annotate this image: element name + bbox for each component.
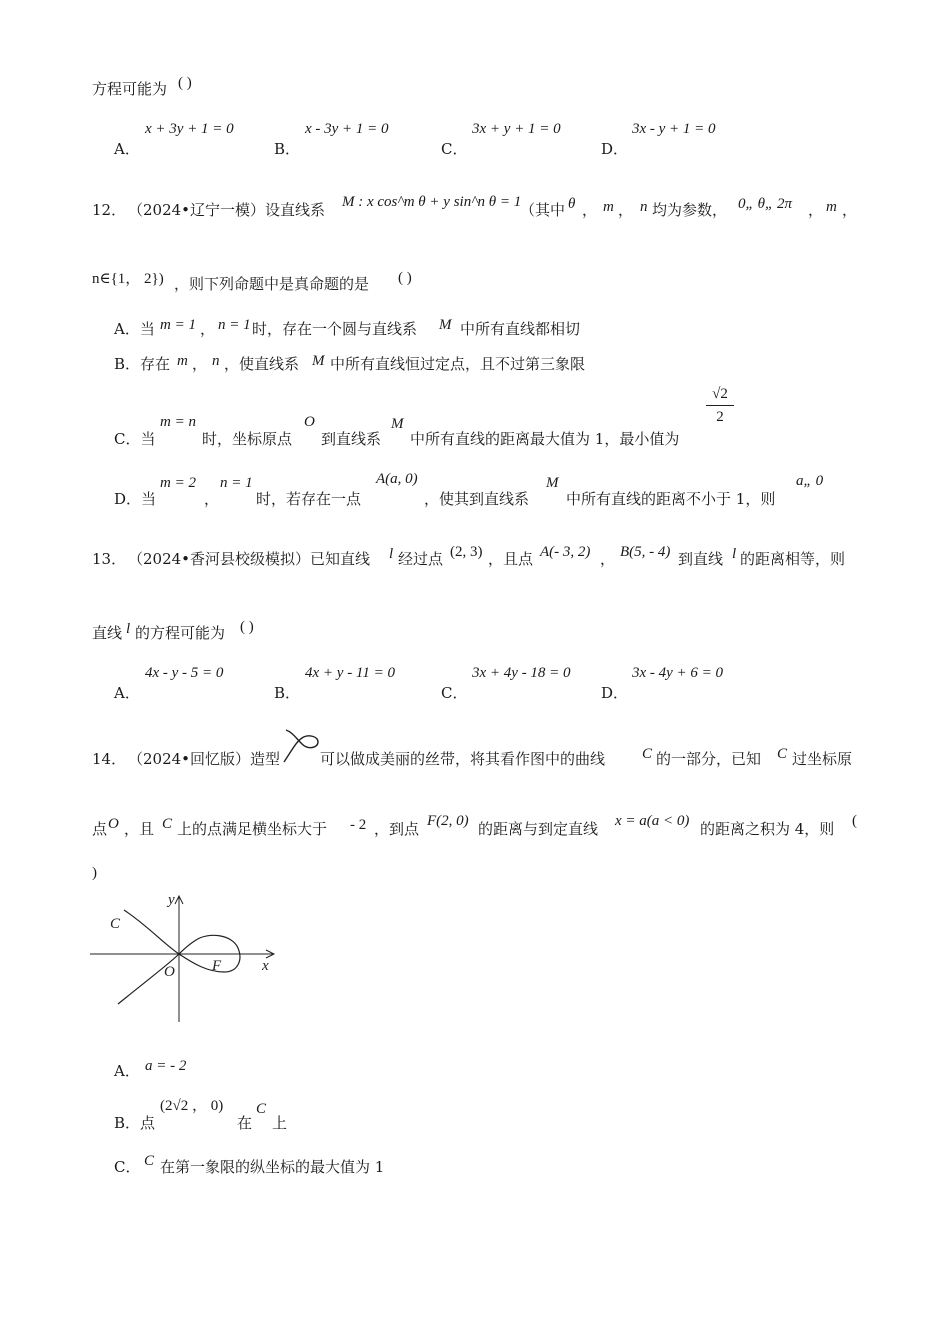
q13-text4: 的距离相等，则 xyxy=(740,550,846,568)
q14-option-b-label: B．点 xyxy=(114,1114,156,1132)
q13-option-b-math: 4x + y - 11 = 0 xyxy=(305,665,395,681)
q13-option-b-label: B． xyxy=(274,684,301,702)
q12-option-b-comma: ， xyxy=(192,355,208,373)
q12-m2: m xyxy=(826,199,837,215)
q11-option-c-math: 3x + y + 1 = 0 xyxy=(472,121,561,137)
q14-option-c-C: C xyxy=(144,1153,155,1169)
q14-neg2: - 2 xyxy=(350,817,367,833)
q12-comma3: ， xyxy=(808,201,824,219)
q14-option-c-label: C． xyxy=(114,1158,141,1176)
q12-option-c-text3: 中所有直线的距离最大值为 1，最小值为 xyxy=(410,430,680,448)
q12-option-b-label: B．存在 xyxy=(114,355,171,373)
q12-option-d-n: n = 1 xyxy=(220,475,253,491)
q12-option-b-n: n xyxy=(212,353,220,369)
q11-option-d-math: 3x - y + 1 = 0 xyxy=(632,121,716,137)
q13-l: l xyxy=(389,546,394,562)
q11-option-c-label: C． xyxy=(441,140,468,158)
q14-line2-text6: 的距离之积为 4，则 xyxy=(700,820,835,838)
figure-x-label: x xyxy=(262,958,269,974)
q11-option-b-label: B． xyxy=(274,140,301,158)
q13-l2: l xyxy=(732,546,737,562)
q13-option-d-math: 3x - 4y + 6 = 0 xyxy=(632,665,724,681)
q13-text1: 经过点 xyxy=(398,550,444,568)
q14-option-b-text2: 上 xyxy=(272,1114,288,1132)
q12-n-set: n∈{1， 2}) xyxy=(92,271,164,287)
q12-option-a-text1: 时，存在一个圆与直线系 xyxy=(252,320,418,338)
q12-option-a-comma: ， xyxy=(200,320,216,338)
q14-option-b-point: (2√2 ， 0) xyxy=(160,1098,224,1114)
q12-range: 0„ θ„ 2π xyxy=(738,196,793,212)
figure-o-label: O xyxy=(164,964,175,980)
q11-option-b-math: x - 3y + 1 = 0 xyxy=(305,121,389,137)
q11-stem-tail: 方程可能为 xyxy=(92,80,168,98)
q12-option-b-m: m xyxy=(177,353,188,369)
q12-option-c-O: O xyxy=(304,414,315,430)
q11-option-a-label: A． xyxy=(114,140,140,158)
q12-option-d-comma: ， xyxy=(204,490,220,508)
figure-f-label: F xyxy=(212,958,222,974)
q12-n: n xyxy=(640,199,648,215)
q13-point1: (2, 3) xyxy=(450,544,483,560)
q13-option-a-label: A． xyxy=(114,684,140,702)
q12-source: （2024•辽宁一模）设直线系 xyxy=(128,201,326,219)
q11-option-a-math: x + 3y + 1 = 0 xyxy=(145,121,234,137)
q13-l3: l xyxy=(126,621,131,637)
q14-option-a-math: a = - 2 xyxy=(145,1058,187,1074)
q12-option-d-M: M xyxy=(546,475,559,491)
q13-text3: 到直线 xyxy=(678,550,724,568)
q14-option-b-C: C xyxy=(256,1101,267,1117)
q14-line2-text2: ，且 xyxy=(124,820,155,838)
q12-option-c-fraction xyxy=(706,385,734,426)
q12-option-d-cond: a„ 0 xyxy=(796,473,824,489)
fraction-numerator: √2 xyxy=(712,386,728,402)
q13-text2: ，且点 xyxy=(488,550,534,568)
q11-answer-paren: ( ) xyxy=(178,75,192,91)
q14-C2: C xyxy=(777,746,788,762)
q14-option-a-label: A． xyxy=(114,1062,140,1080)
q12-option-a-n: n = 1 xyxy=(218,317,251,333)
q12-m: m xyxy=(603,199,614,215)
q13-line2-text1: 直线 xyxy=(92,624,123,642)
q12-option-c-label: C．当 xyxy=(114,430,156,448)
q13-comma: ， xyxy=(600,550,616,568)
q12-option-a-M: M xyxy=(439,317,452,333)
q12-option-a-label: A．当 xyxy=(114,320,155,338)
q12-theta: θ xyxy=(568,196,576,212)
q12-comma1: ， xyxy=(582,201,598,219)
q14-O: O xyxy=(108,816,119,832)
q12-option-d-m: m = 2 xyxy=(160,475,196,491)
q14-point-F: F(2, 0) xyxy=(427,813,469,829)
q12-option-d-text1: 时，若存在一点 xyxy=(256,490,362,508)
q12-number: 12． xyxy=(92,201,127,219)
q12-option-a-text2: 中所有直线都相切 xyxy=(460,320,581,338)
q12-line2-text: ，则下列命题中是真命题的是 xyxy=(174,275,370,293)
q13-option-c-label: C． xyxy=(441,684,468,702)
q12-comma2: ， xyxy=(618,201,634,219)
q14-text2: 的一部分，已知 xyxy=(656,750,762,768)
q12-option-b-text1: ，使直线系 xyxy=(224,355,300,373)
q13-option-d-label: D． xyxy=(601,684,629,702)
q14-source: （2024•回忆版）造型 xyxy=(128,750,281,768)
q12-option-a-m: m = 1 xyxy=(160,317,196,333)
q12-option-c-eq: m = n xyxy=(160,414,196,430)
q13-option-a-math: 4x - y - 5 = 0 xyxy=(145,665,224,681)
q12-text1: （其中 xyxy=(520,201,566,219)
q12-text2: 均为参数， xyxy=(652,201,728,219)
figure-y-label: y xyxy=(168,892,175,908)
q12-comma4: ， xyxy=(842,201,858,219)
q14-line2-text5: 的距离与到定直线 xyxy=(478,820,599,838)
q12-option-b-M: M xyxy=(312,353,325,369)
q14-line2-text4: ，到点 xyxy=(374,820,420,838)
q12-answer-paren: ( ) xyxy=(398,270,412,286)
q14-paren-open: ( xyxy=(852,813,857,829)
q12-option-d-label: D．当 xyxy=(114,490,157,508)
q14-option-b-text1: 在 xyxy=(237,1114,253,1132)
q14-line2-text1: 点 xyxy=(92,820,108,838)
fraction-denominator: 2 xyxy=(716,409,724,425)
q14-C3: C xyxy=(162,816,173,832)
figure-c-label: C xyxy=(110,916,121,932)
q12-option-c-text2: 到直线系 xyxy=(321,430,382,448)
q12-option-d-text3: 中所有直线的距离不小于 1，则 xyxy=(566,490,776,508)
q14-option-c-text: 在第一象限的纵坐标的最大值为 1 xyxy=(160,1158,385,1176)
q13-source: （2024•香河县校级模拟）已知直线 xyxy=(128,550,371,568)
q14-number: 14． xyxy=(92,750,127,768)
q13-line2-text2: 的方程可能为 xyxy=(135,624,226,642)
q14-curve-figure xyxy=(88,888,288,1028)
q13-number: 13． xyxy=(92,550,127,568)
q14-paren-close: ) xyxy=(92,865,97,881)
q12-system-eq: M : x cos^m θ + y sin^n θ = 1 xyxy=(342,194,522,210)
q14-C: C xyxy=(642,746,653,762)
q12-option-c-text1: 时，坐标原点 xyxy=(202,430,293,448)
q12-option-b-text2: 中所有直线恒过定点，且不过第三象限 xyxy=(330,355,586,373)
q12-option-d-text2: ，使其到直线系 xyxy=(424,490,530,508)
q13-option-c-math: 3x + 4y - 18 = 0 xyxy=(472,665,571,681)
q14-line2-text3: 上的点满足横坐标大于 xyxy=(177,820,328,838)
q14-line-eq: x = a(a < 0) xyxy=(615,813,690,829)
q14-text1: 可以做成美丽的丝带，将其看作图中的曲线 xyxy=(320,750,606,768)
q13-answer-paren: ( ) xyxy=(240,619,254,635)
ribbon-shape-icon xyxy=(282,728,322,764)
q12-option-c-M: M xyxy=(391,416,404,432)
q13-point-b: B(5, - 4) xyxy=(620,544,671,560)
fraction-bar xyxy=(706,405,734,406)
q11-option-d-label: D． xyxy=(601,140,629,158)
q14-text3: 过坐标原 xyxy=(792,750,853,768)
q13-point-a: A(- 3, 2) xyxy=(540,544,591,560)
q12-option-d-point: A(a, 0) xyxy=(376,471,418,487)
